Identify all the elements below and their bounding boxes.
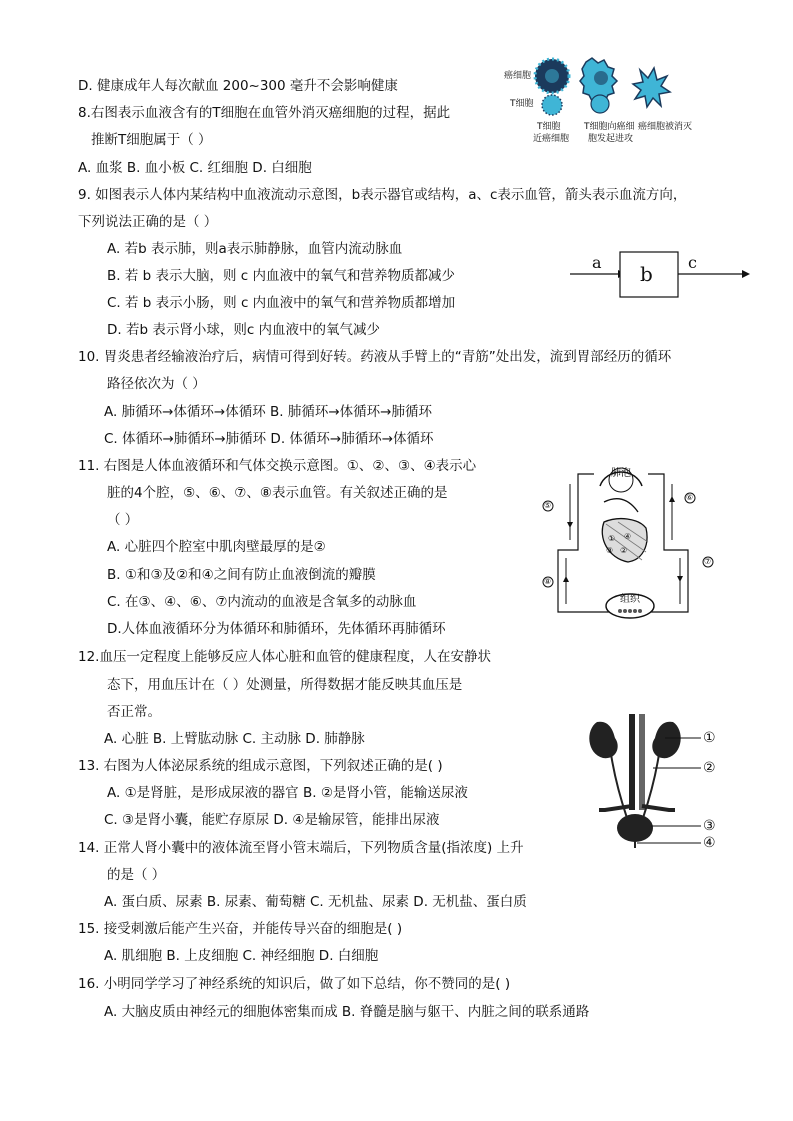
right-kidney <box>652 722 680 758</box>
alveolus-label: 肺泡 <box>611 468 631 479</box>
q14-stem: 14. 正常人肾小囊中的液体流至肾小管末端后，下列物质含量(指浓度) 上升 <box>78 840 524 856</box>
vessel-c-label: c <box>688 253 697 272</box>
q14-stem-cont: 的是（ ） <box>107 867 166 883</box>
chamber-3-label: ③ <box>606 546 614 555</box>
t-cell-attacking <box>591 95 609 113</box>
q11-stem: 11. 右图是人体血液循环和气体交换示意图。①、②、③、④表示心 <box>78 458 477 474</box>
q7-option-d: D. 健康成年人每次献血 200~300 毫升不会影响健康 <box>78 78 398 94</box>
tcell-figure <box>500 52 700 152</box>
organ-b-label: b <box>640 262 653 286</box>
q14-options: A. 蛋白质、尿素 B. 尿素、葡萄糖 C. 无机盐、尿素 D. 无机盐、蛋白质 <box>104 894 527 910</box>
q8-stem-cont: 推断T细胞属于（ ） <box>91 132 212 148</box>
caption-stage3: 癌细胞被消灭 <box>638 122 693 132</box>
q9-option-d: D. 若b 表示肾小球，则c 内血液中的氧气减少 <box>107 322 381 338</box>
q9-option-b: B. 若 b 表示大脑，则 c 内血液中的氧气和营养物质都减少 <box>107 268 456 284</box>
q9-stem-cont: 下列说法正确的是（ ） <box>78 214 218 230</box>
chamber-2-label: ② <box>620 546 628 555</box>
caption-stage1-a: T细胞 <box>537 122 561 132</box>
q9-option-a: A. 若b 表示肺，则a表示肺静脉，血管内流动脉血 <box>107 241 403 257</box>
q9-option-c: C. 若 b 表示小肠，则 c 内血液中的氧气和营养物质都增加 <box>107 295 456 311</box>
urinary-label-3: ③ <box>703 818 716 834</box>
q15-options: A. 肌细胞 B. 上皮细胞 C. 神经细胞 D. 白细胞 <box>104 948 379 964</box>
vessel-7-label: ⑦ <box>704 557 712 566</box>
q13-options-cd: C. ③是肾小囊，能贮存原尿 D. ④是输尿管，能排出尿液 <box>104 812 440 828</box>
q10-options-cd: C. 体循环→肺循环→肺循环 D. 体循环→肺循环→体循环 <box>104 431 434 447</box>
vessel-8-label: ⑧ <box>544 577 552 586</box>
q16-options-ab: A. 大脑皮质由神经元的细胞体密集而成 B. 脊髓是脑与躯干、内脏之间的联系通路 <box>104 1004 590 1020</box>
q13-stem: 13. 右图为人体泌尿系统的组成示意图，下列叙述正确的是( ) <box>78 758 443 774</box>
label-t-cell: T细胞 <box>510 99 534 109</box>
q10-stem-cont: 路径依次为（ ） <box>107 376 206 392</box>
q11-stem-cont2: （ ） <box>107 512 139 528</box>
urinary-label-1: ① <box>703 730 716 746</box>
q11-option-b: B. ①和③及②和④之间有防止血液倒流的瓣膜 <box>107 567 376 583</box>
q10-options-ab: A. 肺循环→体循环→体循环 B. 肺循环→体循环→肺循环 <box>104 404 432 420</box>
flow-diagram <box>570 248 750 300</box>
bladder <box>617 814 653 842</box>
vessel-5-label: ⑤ <box>544 501 552 510</box>
label-cancer-cell: 癌细胞 <box>504 71 532 81</box>
q15-stem: 15. 接受刺激后能产生兴奋，并能传导兴奋的细胞是( ) <box>78 921 403 937</box>
urinary-diagram <box>583 710 723 852</box>
q12-stem-cont: 态下，用血压计在（ ）处测量，所得数据才能反映其血压是 <box>107 677 463 693</box>
caption-stage2-b: 胞发起进攻 <box>588 134 634 144</box>
q13-options-ab: A. ①是肾脏，是形成尿液的器官 B. ②是肾小管，能输送尿液 <box>107 785 468 801</box>
q12-stem-cont2: 否正常。 <box>107 704 161 720</box>
q9-stem: 9. 如图表示人体内某结构中血液流动示意图，b表示器官或结构，a、c表示血管，箭头表示血流方向， <box>78 187 687 203</box>
q11-option-c: C. 在③、④、⑥、⑦内流动的血液是含氧多的动脉血 <box>107 594 417 610</box>
chamber-1-label: ① <box>608 534 616 543</box>
urinary-label-4: ④ <box>703 835 716 851</box>
q11-option-d: D.人体血液循环分为体循环和肺循环，先体循环再肺循环 <box>107 621 446 637</box>
q12-stem: 12.血压一定程度上能够反应人体心脏和血管的健康程度，人在安静状 <box>78 649 491 665</box>
caption-stage2-a: T细胞向癌细 <box>584 122 635 132</box>
q10-stem: 10. 胃炎患者经输液治疗后，病情可得到好转。药液从手臂上的“青筋”处出发，流到胃部经历的循环 <box>78 349 672 365</box>
q12-options: A. 心脏 B. 上臂肱动脉 C. 主动脉 D. 肺静脉 <box>104 731 365 747</box>
chamber-4-label: ④ <box>624 532 632 541</box>
q11-option-a: A. 心脏四个腔室中肌肉壁最厚的是② <box>107 539 326 555</box>
q16-stem: 16. 小明同学学习了神经系统的知识后，做了如下总结，你不赞同的是( ) <box>78 976 511 992</box>
tissue-label: 组织 <box>620 594 640 605</box>
vessel-6-label: ⑥ <box>686 493 694 502</box>
vessel-a-label: a <box>592 253 602 272</box>
destroyed-cancer-cell <box>633 68 670 107</box>
q11-stem-cont: 脏的4个腔，⑤、⑥、⑦、⑧表示血管。有关叙述正确的是 <box>107 485 448 501</box>
caption-stage1-b: 近癌细胞 <box>533 134 570 144</box>
circulation-diagram <box>538 462 720 624</box>
q8-options: A. 血浆 B. 血小板 C. 红细胞 D. 白细胞 <box>78 160 312 176</box>
q8-stem: 8.右图表示血液含有的T细胞在血管外消灭癌细胞的过程，据此 <box>78 105 451 121</box>
urinary-label-2: ② <box>703 760 716 776</box>
left-kidney <box>589 722 617 758</box>
